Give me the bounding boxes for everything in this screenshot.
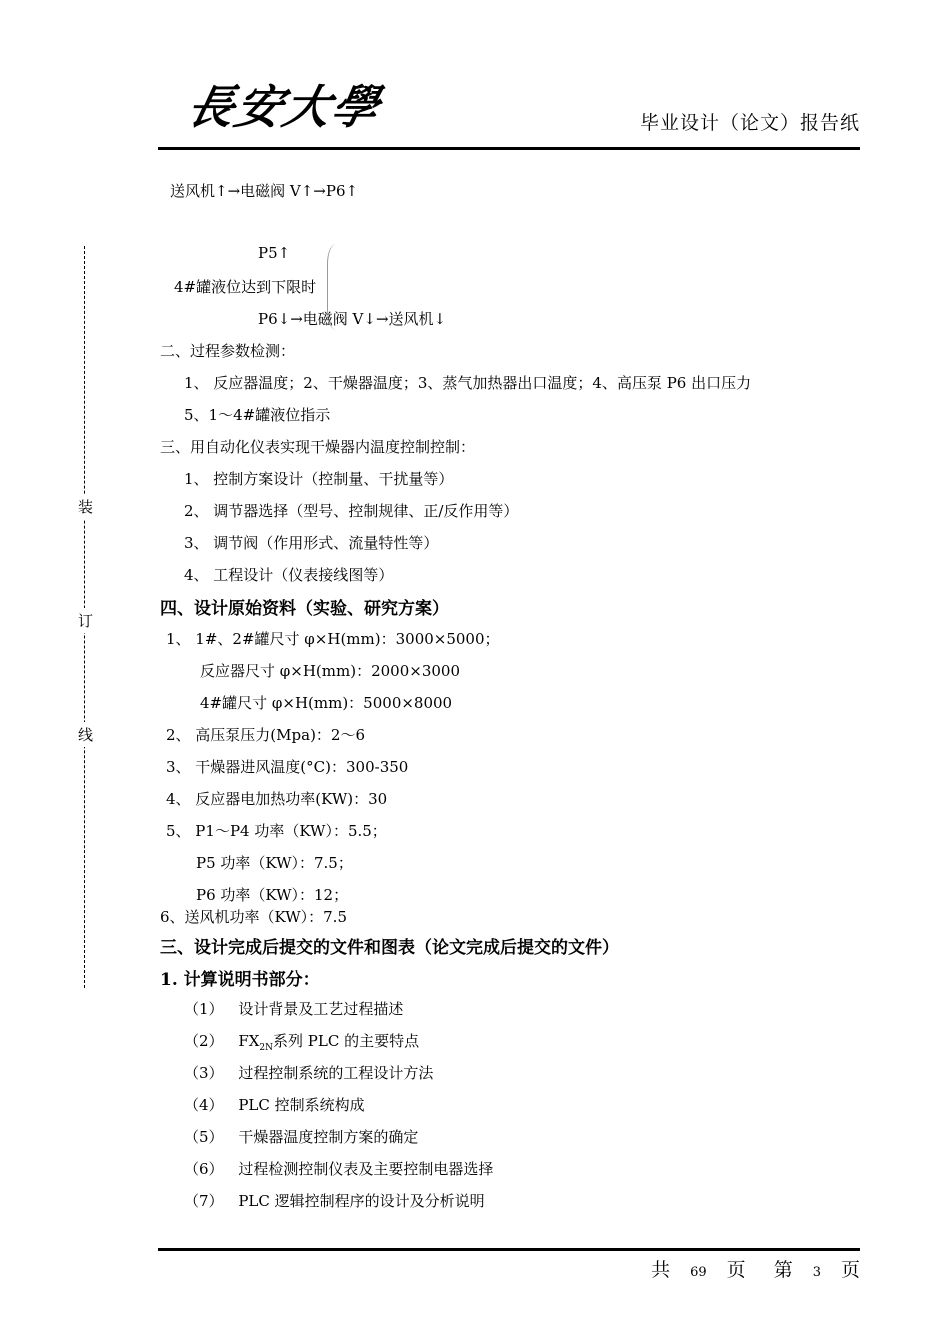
list-item-number: （6） [184, 1160, 224, 1178]
list-item-text-part: 系列 PLC 的主要特点 [273, 1032, 420, 1050]
subsection-heading-bold: 1. 计算说明书部分： [160, 970, 320, 990]
list-item-text: 过程检测控制仪表及主要控制电器选择 [238, 1160, 494, 1178]
list-item-text: PLC 逻辑控制程序的设计及分析说明 [238, 1192, 485, 1210]
text-line: 2、 调节器选择（型号、控制规律、正/反作用等） [184, 502, 519, 520]
text-line: 送风机↑→电磁阀 V↑→P6↑ [170, 182, 359, 200]
binding-char-ding: 订 [78, 608, 93, 633]
list-item [184, 1062, 433, 1083]
text-line: 2、 高压泵压力(Mpa)：2～6 [166, 726, 366, 744]
list-item-number: （2） [184, 1032, 224, 1050]
text-line: P6 功率（KW）：12； [196, 886, 349, 904]
text-line: 4、 工程设计（仪表接线图等） [184, 566, 394, 584]
text-line: P5 功率（KW）：7.5； [196, 854, 353, 872]
text-line: 6、送风机功率（KW）：7.5 [160, 908, 347, 926]
section-heading: 三、用自动化仪表实现干燥器内温度控制控制： [160, 438, 476, 456]
text-line: 5、1～4#罐液位指示 [184, 406, 331, 424]
text-line: 5、 P1～P4 功率（KW）：5.5； [166, 822, 387, 840]
list-item-text: PLC 控制系统构成 [238, 1096, 365, 1114]
binding-char-xian: 线 [78, 722, 93, 747]
footer-rule [158, 1248, 860, 1251]
text-line: 反应器尺寸 φ×H(mm)：2000×3000 [200, 662, 460, 680]
text-line: P6↓→电磁阀 V↓→送风机↓ [258, 310, 447, 328]
list-item [184, 1158, 493, 1179]
footer-total-label: 共 [651, 1259, 671, 1281]
list-item-text: 设计背景及工艺过程描述 [238, 1000, 404, 1018]
text-line: 4、 反应器电加热功率(KW)：30 [166, 790, 388, 808]
text-line: 3、 干燥器进风温度(°C)：300-350 [166, 758, 409, 776]
footer-current-label: 第 [773, 1259, 793, 1281]
binding-char-zhuang: 装 [78, 494, 93, 519]
footer-total-pages: 69 [690, 1265, 707, 1280]
header-rule [158, 147, 860, 150]
footer-page-unit: 页 [726, 1259, 746, 1281]
footer-current-unit: 页 [840, 1259, 860, 1281]
list-item-number: （1） [184, 1000, 224, 1018]
list-item [184, 1030, 419, 1053]
list-item-number: （3） [184, 1064, 224, 1082]
list-item-text-part: FX [238, 1032, 260, 1050]
header-title: 毕业设计（论文）报告纸 [639, 112, 860, 134]
list-item [184, 1126, 418, 1147]
text-line: 4#罐液位达到下限时 [174, 278, 317, 296]
text-line: 4#罐尺寸 φ×H(mm)：5000×8000 [200, 694, 453, 712]
text-line: 1、 控制方案设计（控制量、干扰量等） [184, 470, 454, 488]
list-item-text [238, 1032, 420, 1053]
text-line: 1、 反应器温度；2、干燥器温度；3、蒸气加热器出口温度；4、高压泵 P6 出口压力 [184, 374, 752, 392]
list-item-text: 过程控制系统的工程设计方法 [238, 1064, 434, 1082]
section-heading-bold: 四、设计原始资料（实验、研究方案） [160, 599, 449, 619]
list-item-number: （7） [184, 1192, 224, 1210]
list-item [184, 998, 403, 1019]
list-item [184, 1190, 485, 1211]
text-line: 3、 调节阀（作用形式、流量特性等） [184, 534, 439, 552]
text-line: P5↑ [258, 244, 291, 262]
university-logo: 長安大學 [182, 80, 386, 134]
subscript: 2N [259, 1043, 274, 1053]
list-item [184, 1094, 365, 1115]
list-item-text: 干燥器温度控制方案的确定 [238, 1128, 419, 1146]
page-footer [651, 1255, 860, 1282]
text-line: 1、 1#、2#罐尺寸 φ×H(mm)：3000×5000； [166, 630, 500, 648]
list-item-number: （5） [184, 1128, 224, 1146]
list-item-number: （4） [184, 1096, 224, 1114]
footer-current-page: 3 [812, 1265, 821, 1280]
section-heading: 二、过程参数检测： [160, 342, 296, 360]
section-heading-bold: 三、设计完成后提交的文件和图表（论文完成后提交的文件） [160, 938, 619, 958]
